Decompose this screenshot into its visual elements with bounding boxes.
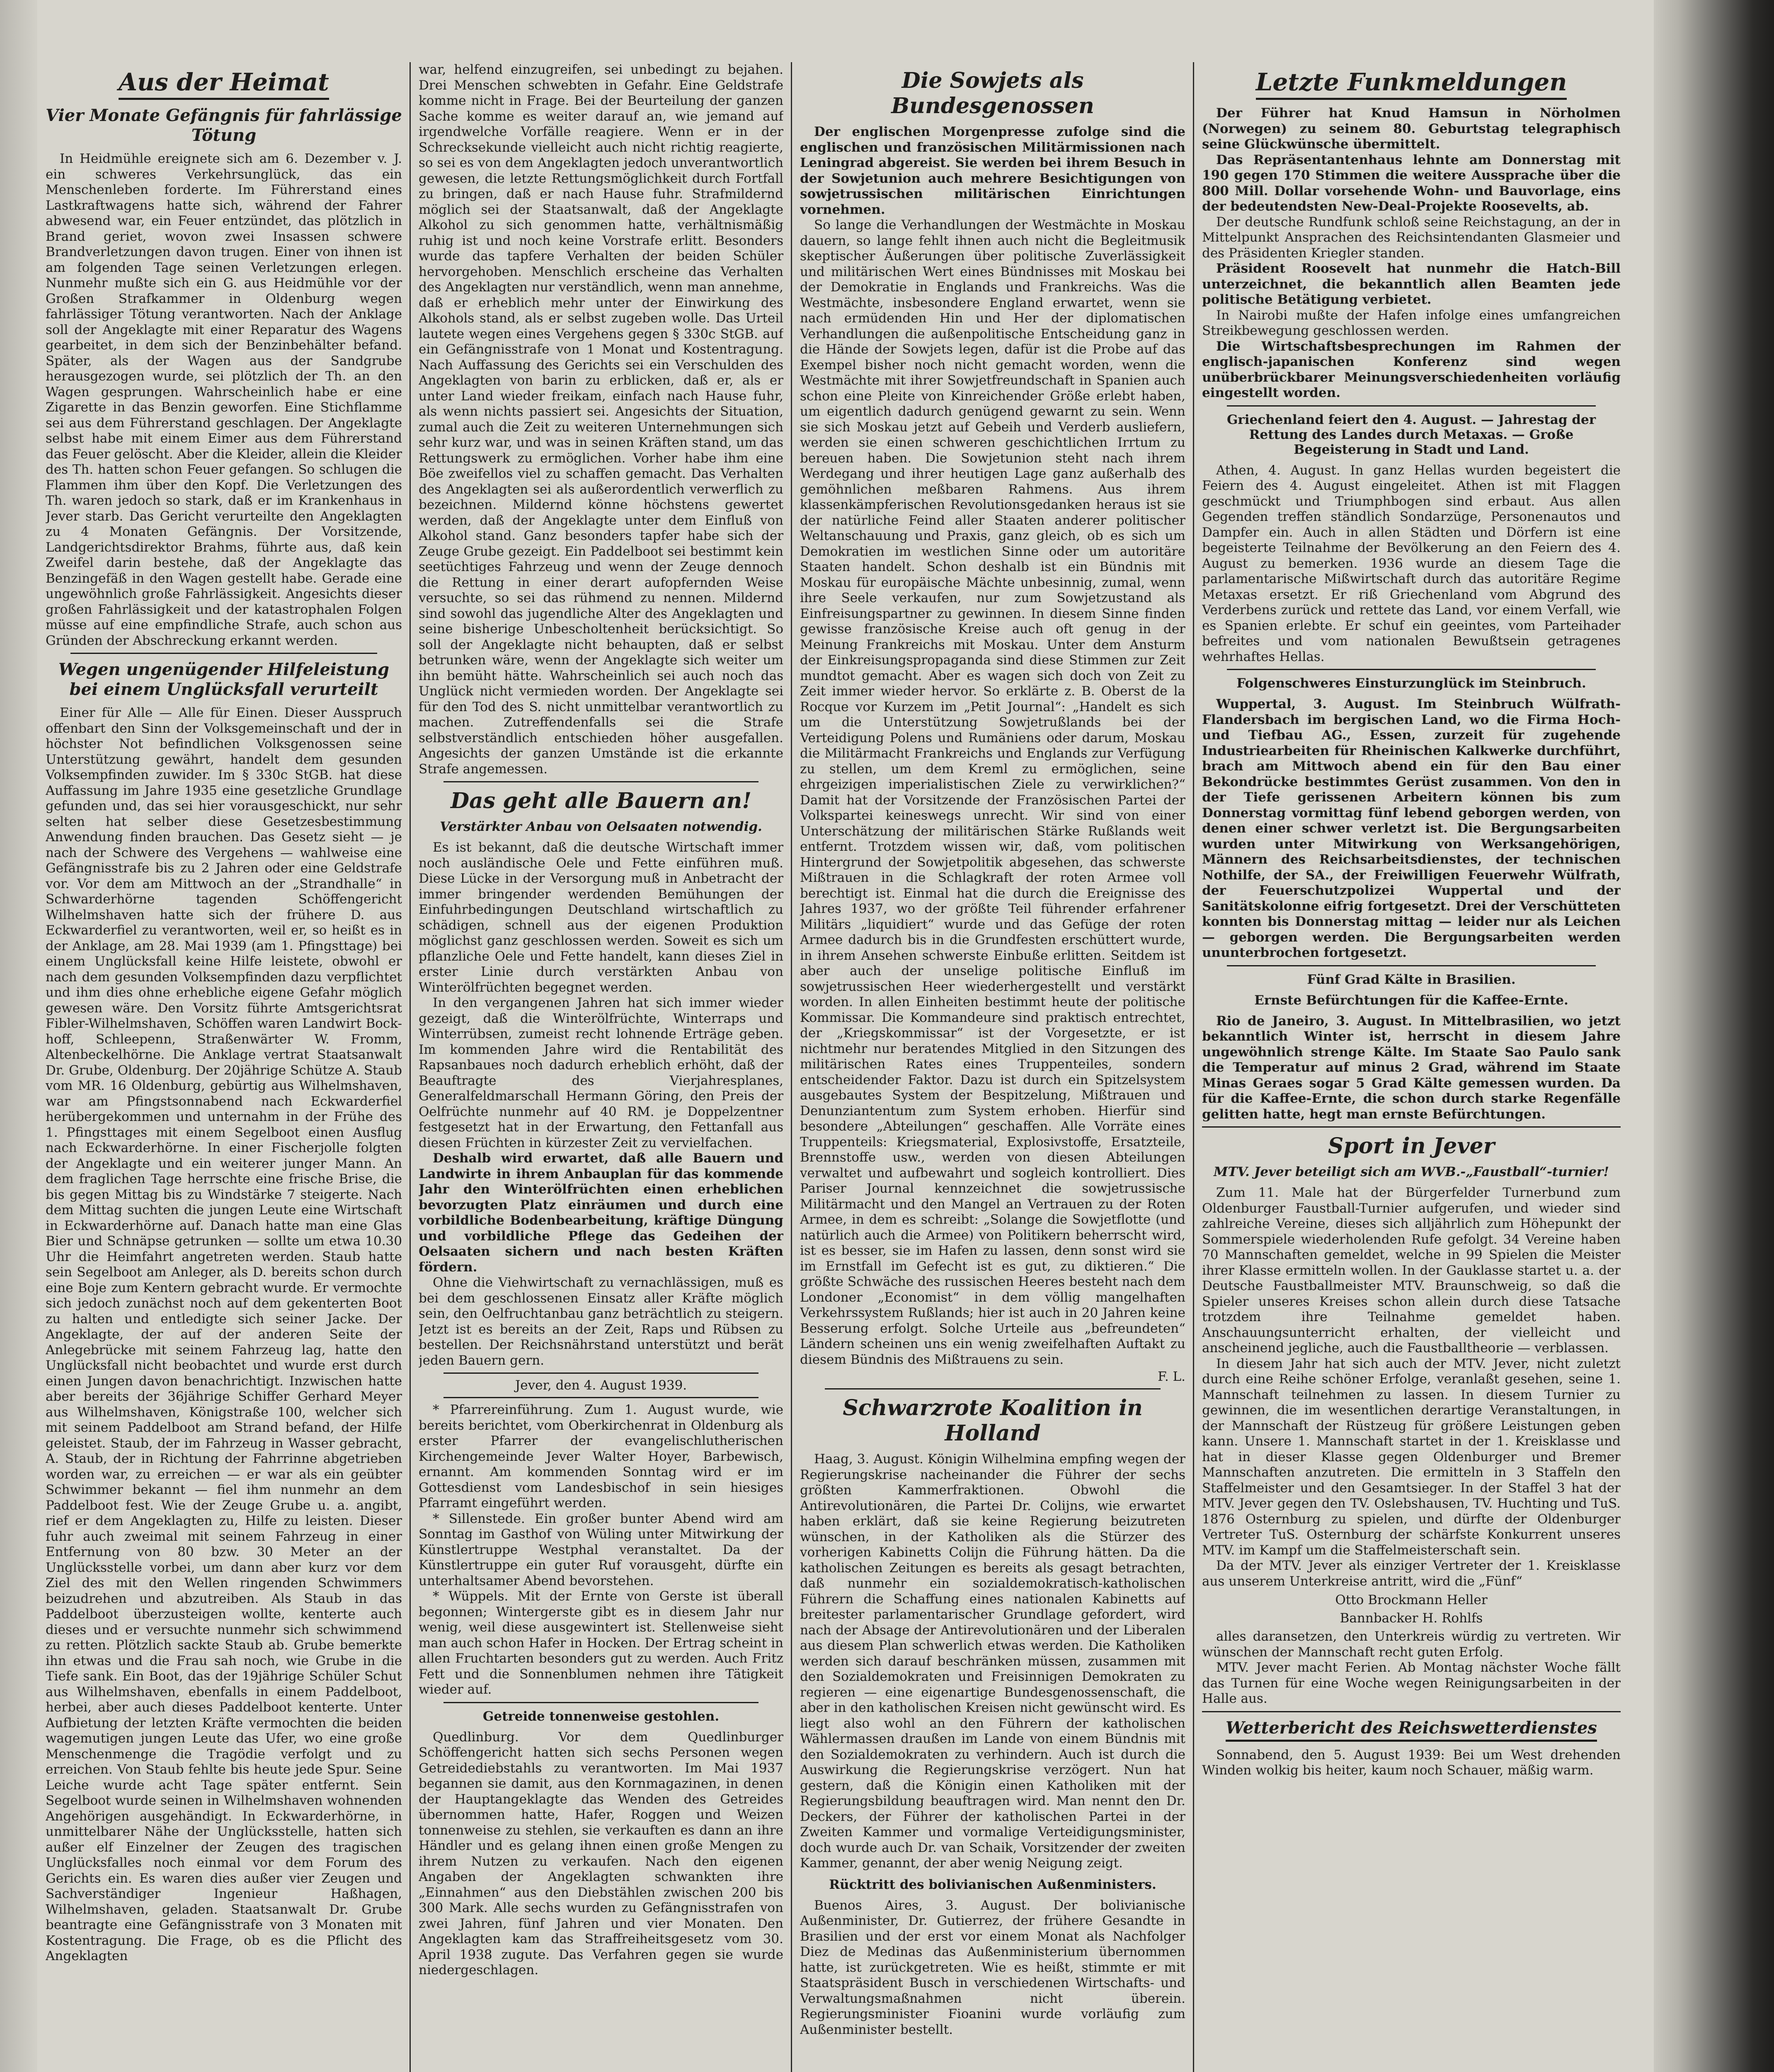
article-body: Da der MTV. Jever als einziger Vertreter der 1. Kreisklasse aus unserem Unterkreise antritt, wird die „Fünf“	[1202, 1558, 1621, 1589]
article-body: Deshalb wird erwartet, daß alle Bauern und Landwirte in ihrem Anbauplan für das kommende Jahr den Winterölfrüchten einen erheblichen bevorzugten Platz einräumen und durch eine vorbildliche Bodenbearbeitung, kräftige Düngung und vorbildliche Pflege das Gedeihen der Oelsaaten sichern und nach besten Kräften fördern.	[419, 1151, 783, 1275]
article-headline: Das geht alle Bauern an!	[450, 788, 752, 813]
article-headline: Griechenland feiert den 4. August. — Jahrestag der Rettung des Landes durch Metaxas. — Große Begeisterung in Stadt und Land.	[1226, 412, 1596, 457]
article-body: Einer für Alle — Alle für Einen. Dieser Ausspruch offenbart den Sinn der Volksgemeinschaft und der in höchster Not befindlichen Volksgenossen seine Unterstützung gewährt, handelt dem gesunden Volksempfinden zuwider. Im § 330c StGB. hat diese Auffassung im Jahre 1935 eine gesetzliche Grundlage gefunden und, das sei hier vorausgeschickt, nur sehr selten hat selber diese Gesetzesbestimmung Anwendung finden brauchen. Das Gesetz sieht — je nach der Schwere des Vergehens — wahlweise eine Gefängnisstrafe bis zu 2 Jahren oder eine Geldstrafe vor. Vor dem am Mittwoch an der „Strandhalle“ in Schwarderhörne tagenden Schöffengericht Wilhelmshaven hatte sich der frühere D. aus Eckwarderfiel zu verantworten, weil er, so heißt es in der Anklage, am 28. Mai 1939 (am 1. Pfingsttage) bei einem Unglücksfall keine Hilfe leistete, obwohl er nach dem gesunden Volksempfinden dazu verpflichtet und ihm dies ohne erhebliche eigene Gefahr möglich gewesen wäre. Den Vorsitz führte Amtsgerichtsrat Fibler-Wilhelmshaven, Schöffen waren Landwirt Bock-hoff, Schleepenn, Straßenwärter W. Fromm, Altenbeckelhörne. Die Anklage vertrat Staatsanwalt Dr. Grube, Oldenburg. Der 20jährige Schütze A. Staub vom MR. 16 Oldenburg, gebürtig aus Wilhelmshaven, war am Pfingstsonnabend nach Eckwarderfiel herübergekommen und unternahm in der Frühe des 1. Pfingsttages mit einem Segelboot einen Ausflug nach Eckwarderhörne. In einer Fischerjolle folgten der Angeklagte und ein weiterer junger Mann. An dem fraglichen Tage herrschte eine frische Brise, die bis gegen Mittag bis zu Windstärke 7 steigerte. Nach dem Mittag suchten die jungen Leute eine Wirtschaft in Eckwarderhörne auf. Danach hatte man eine Glas Bier und Schnäpse getrunken — sollte um etwa 10.30 Uhr die Heimfahrt angetreten werden. Staub hatte sein Segelboot am Anleger, als D. bereits schon durch eine Boje zum Kentern gebracht wurde. Er vermochte sich jedoch zunächst noch auf dem gekenterten Boot zu halten und entledigte sich seiner Jacke. Der Angeklagte, der auf der anderen Seite der Anlegebrücke mit seinem Fahrzeug lag, hatte den Unglücksfall nicht beobachtet und wurde erst durch einen Jungen davon benachrichtigt. Inzwischen hatte aber bereits der 36jährige Schiffer Gerhard Meyer aus Wilhelmshaven, Königstraße 100, welcher sich mit seinem Paddelboot am Strand befand, der Hilfe geleistet. Staub, der im Fahrzeug in Wasser gebracht, A. Staub, der in Richtung der Fahrrinne abgetrieben worden war, zu erreichen — er war als ein geübter Schwimmer bekannt — fiel ihm nunmehr an dem Paddelboot fest. Wie der Zeuge Grube u. a. angibt, rief er dem Angeklagten zu, Hilfe zu leisten. Dieser fuhr auch zweimal mit seinem Fahrzeug in einer Entfernung von 80 bzw. 30 Meter an der Unglücksstelle vorbei, um dann aber kurz vor dem Ziel des mit den Wellen ringenden Schwimmers beizudrehen und abzutreiben. Als Staub in das Paddelboot überzusteigen wollte, kenterte auch dieses und er versuchte nunmehr sich schwimmend zu retten. Plötzlich sackte Staub ab. Grube bemerkte ihn etwas und die Frau sah noch, wie Grube in die Tiefe sank. Ein Boot, das der 19jährige Schüler Schut aus Wilhelmshaven, ebenfalls in einem Paddelboot, herbei, aber auch dieses Paddelboot kenterte. Unter Aufbietung der letzten Kräfte vermochten die beiden wagemutigen jungen Leute das Ufer, wo eine große Menschenmenge die Tragödie verfolgt und zu erreichen. Von Staub fehlte bis heute jede Spur. Seine Leiche wurde acht Tage später entfernt. Sein Segelboot wurde seinen in Wilhelmshaven wohnenden Angehörigen ausgehändigt. In Eckwarderhörne, in unmittelbarer Nähe der Unglücksstelle, hatten sich außer elf Einzelner der Zeugen des tragischen Unglücksfalles noch einmal vor dem Forum des Gerichts ein. Es waren dies außer vier Zeugen und Sachverständiger Ingenieur Haßhagen, Wilhelmshaven, geladen. Staatsanwalt Dr. Grube beantragte eine Gefängnisstrafe von 3 Monaten mit Kostentragung. Die Frage, ob es die Pflicht des Angeklagten	[46, 705, 402, 1963]
article-headline: Fünf Grad Kälte in Brasilien.	[1307, 972, 1516, 987]
column-rule	[791, 62, 792, 2072]
article-body: Rio de Janeiro, 3. August. In Mittelbrasilien, wo jetzt bekanntlich Winter ist, herrscht in diesem Jahre ungewöhnlich strenge Kälte. Im Staate Sao Paulo sank die Temperatur auf minus 2 Grad, während im Staate Minas Geraes sogar 5 Grad Kälte gemessen wurden. Da für die Kaffee-Ernte, die schon durch starke Regenfälle gelitten hatte, hegt man ernste Befürchtungen.	[1202, 1013, 1621, 1122]
divider	[70, 653, 377, 654]
article-headline: Folgenschweres Einsturzunglück im Steinbruch.	[1236, 676, 1586, 691]
divider	[444, 1397, 759, 1398]
divider	[1227, 965, 1596, 966]
article-headline: Getreide tonnenweise gestohlen.	[482, 1709, 720, 1724]
radio-news-item: Das Repräsentantenhaus lehnte am Donnerstag mit 190 gegen 170 Stimmen die weitere Aussprache über die 800 Mill. Dollar vorsehende Wohn- und Bauvorlage, eins der bedeutendsten New-Deal-Projekte Roosevelts, ab.	[1202, 152, 1621, 214]
column-2	[419, 62, 783, 2072]
divider	[1202, 1126, 1621, 1128]
article-body: Athen, 4. August. In ganz Hellas wurden begeistert die Feiern des 4. August eingeleitet. Athen ist mit Flaggen geschmückt und Triumphbogen sind erbaut. Aus allen Gegenden treffen ständlich Sondarzüge, Personenautos und Dampfer ein. Auch in allen Städten und Dörfern ist eine begeisterte Teilnahme der Bevölkerung an den Feiern des 4. August zu bemerken. 1936 wurde an diesem Tage die parlamentarische Mißwirtschaft durch das autoritäre Regime Metaxas ersetzt. Er riß Griechenland vom Abgrund des Verderbens zurück und rettete das Land, vor einem Verfall, wie es Spanien erlebte. Er schuf ein geeintes, vom Parteihader befreites und vom nationalen Bewußtsein getragenes wehrhaftes Hellas.	[1202, 462, 1621, 664]
article-headline: Wegen ungenügender Hilfeleistung bei einem Unglücksfall verurteilt	[58, 660, 389, 699]
article-body: alles daransetzen, den Unterkreis würdig zu vertreten. Wir wünschen der Mannschaft recht guten Erfolg.	[1202, 1629, 1621, 1660]
article-subheadline: Ernste Befürchtungen für die Kaffee-Ernte.	[1254, 992, 1568, 1008]
local-news-item: * Wüppels. Mit der Ernte von Gerste ist überall begonnen; Wintergerste gibt es in diesem Jahr nur wenig, weil diese ausgewintert ist. Stellenweise sieht man auch schon Hafer in Hocken. Der Ertrag scheint in allen Fruchtarten besonders gut zu werden. Auch Fritz Fett und die Sonnenblumen nehmen ihre Tätigkeit wieder auf.	[419, 1589, 783, 1697]
article-body: So lange die Verhandlungen der Westmächte in Moskau dauern, so lange fehlt ihnen auch nicht die Begleitmusik skeptischer Äußerungen über politische Zuverlässigkeit und militärischen Wert eines Bündnisses mit Moskau bei der Demokratie in Englands und Frankreichs. Was die Westmächte, insbesondere England erwartet, wenn sie nach ermüdenden Hin und Her der diplomatischen Verhandlungen die außenpolitische Entscheidung ganz in die Hände der Sowjets legen, dafür ist die Probe auf das Exempel bisher noch nicht gemacht worden, wenn die Westmächte mit ihrer Sowjetfreundschaft in Spanien auch schon eine Pleite von Kinreichender Größe erlebt haben, um eigentlich dadurch genügend gewarnt zu sein. Wenn sie sich Moskau jetzt auf Gebeih und Verderb ausliefern, werden sie einen schweren geschichtlichen Irrtum zu bereuen haben. Die Sowjetunion steht nach ihrem Werdegang und ihrer heutigen Lage ganz außerhalb des gemöhnlichen meßbaren Rahmens. Aus ihrem klassenkämpferischen Revolutionsgedanken heraus ist sie der natürliche Feind aller Staaten anderer politischer Weltanschauung und Praxis, ganz gleich, ob es sich um Demokratien im westlichen Sinne oder um autoritäre Staaten handelt. Schon deshalb ist ein Bündnis mit Moskau für europäische Mächte unbesinnig, zumal, wenn ihre Seele verkaufen, nur zum Sowjetzustand als Einfreisungspartner zu gewinnen. In diesem Sinne finden gewisse französische Kreise auch oft genug in der Meinung Frankreichs mit Moskau. Unter dem Ansturm der Einkreisungspropaganda sind diese Stimmen zur Zeit mundtot gemacht. Aber es wagen sich doch von Zeit zu Zeit immer wieder hervor. So erklärte z. B. Oberst de la Rocque vor Kurzem im „Petit Journal“: „Handelt es sich um die Unterstützung Sowjetrußlands bei der Verteidigung Polens und Rumäniens oder darum, Moskau die Militärmacht Frankreichs und Englands zur Verfügung zu stellen, um dem Kreml zu ermöglichen, seine ehrgeizigen imperialistischen Ziele zu verwirklichen?“ Damit hat der Vorsitzende der Französischen Partei der Volkspartei keineswegs unrecht. Wir sind von einer Unterschätzung der militärischen Stärke Rußlands weit entfernt. Trotzdem wissen wir, daß, vom politischen Hintergrund der Sowjetpolitik abgesehen, das schwerste Mißtrauen in die Schlagkraft der roten Armee voll berechtigt ist. Einmal hat die durch die Ereignisse des Jahres 1937, wo der größte Teil führender erfahrener Militärs „liquidiert“ wurde und das Gefüge der roten Armee dadurch bis in die Grundfesten erschüttert wurde, in ihrem Ansehen schwerste Einbuße erlitten. Seitdem ist aber auch der unselige politische Einfluß im sowjetrussischen Heer wiederhergestellt und verstärkt worden. In allen Einheiten bestimmt heute der politische Kommissar. Die Kommandeure sind praktisch entrechtet, der „Kriegskommissar“ ist der Vorgesetzte, er ist nichtmehr nur beratendes Mitglied in den Sitzungen des militärischen Rates eines Truppenteiles, sondern entscheidender Faktor. Dazu ist durch ein Spitzelsystem ausgebautes System der Bespitzelung, Mißtrauen und Denunziantentum zum System erhoben. Hierfür sind besondere „Abteilungen“ geschaffen. Alle Vorräte eines Truppenteils: Kriegsmaterial, Explosivstoffe, Ersatzteile, Brennstoffe usw., werden von diesen Abteilungen verwaltet und aufbewahrt und sogleich kontrolliert. Dies Pariser Journal kennzeichnet die sowjetrussische Militärmacht und den Mangel an Vertrauen zu der Roten Armee, in dem es schreibt: „Solange die Sowjetflotte (und natürlich auch die Armee) von Politikern beherrscht wird, ist es besser, sie im Hafen zu lassen, denn sonst wird sie im Ernstfall im Gefecht ist es gut, zu diktieren.“ Die größte Schwäche des russischen Heeres besteht nach dem Londoner „Economist“ in dem völlig mangelhaften Verkehrssystem Rußlands; hier ist auch in 20 Jahren keine Besserung erfolgt. Solche Urteile aus „befreundeten“ Ländern scheinen uns ein wenig zweifelhaften Auftakt zu diesem Bündnis des Mißtrauens zu sein.	[800, 218, 1185, 1367]
player-list: Bannbacker H. Rohlfs	[1340, 1611, 1483, 1626]
article-continuation: war, helfend einzugreifen, sei unbedingt zu bejahen. Drei Menschen schwebten in Gefahr. Eine Geldstrafe komme nicht in Frage. Bei der Beurteilung der ganzen Sache komme es weiter darauf an, wie jemand auf irgendwelche Vorfälle reagiere. Wenn er in der Schrecksekunde vielleicht auch nicht richtig reagierte, so sei es von dem Angeklagten jedoch unverantwortlich gewesen, die letzte Rettungsmöglichkeit durch Fortfall zu bringen, daß er nach Hause fuhr. Strafmildernd möglich sei der Staatsanwalt, daß der Angeklagte Alkohol zu sich genommen hatte, verhältnismäßig ruhig ist und noch keine Vorstrafe erlitt. Besonders wurde das tapfere Verhalten der beiden Schüler hervorgehoben. Menschlich erscheine das Verhalten des Angeklagten nur verständlich, wenn man annehme, daß er erheblich mehr unter der Einwirkung des Alkohols stand, als er selbst zugeben wolle. Das Urteil lautete wegen eines Vergehens gegen § 330c StGB. auf ein Gefängnisstrafe von 1 Monat und Kostentragung. Nach Auffassung des Gerichts sei ein Verschulden des Angeklagten von barin zu erblicken, daß er, als er unter Land wieder freikam, einfach nach Hause fuhr, als wenn nichts passiert sei. Angesichts der Situation, zumal auch die Zeit zu weiteren Unternehmungen sich sehr kurz war, und was in seinen Kräften stand, um das Rettungswerk zu ermöglichen. Vorher habe ihm eine Böe zweifellos viel zu schaffen gemacht. Das Verhalten des Angeklagten sei als außerordentlich verwerflich zu bezeichnen. Mildernd könne höchstens gewertet werden, daß der Angeklagte unter dem Einfluß von Alkohol stand. Ganz besonders tapfer habe sich der Zeuge Grube gezeigt. Ein Paddelboot sei bestimmt kein seetüchtiges Fahrzeug und wenn der Zeuge dennoch die Rettung in einer derart aufopfernden Weise versuchte, so sei das rühmend zu nennen. Mildernd sind sowohl das jugendliche Alter des Angeklagten und seine bisherige Unbescholtenheit berücksichtigt. So soll der Angeklagte nicht behaupten, daß er selbst betrunken wäre, wenn der Angeklagte sich weiter um ihn bemüht hätte. Wahrscheinlich sei auch noch das Unglück nicht vermieden worden. Der Angeklagte sei für den Tod des S. nicht unmittelbar verantwortlich zu machen. Zutreffendenfalls sei die Strafe selbstverständlich entschieden höher ausgefallen. Angesichts der ganzen Umstände ist die erkannte Strafe angemessen.	[419, 62, 783, 777]
article-body: Es ist bekannt, daß die deutsche Wirtschaft immer noch ausländische Oele und Fette einführen muß. Diese Lücke in der Versorgung muß in Anbetracht der immer bringender werdenden Bemühungen der Einfuhrbedingungen Deutschland wirtschaftlich zu schädigen, schnell aus der eigenen Produktion möglichst ganz geschlossen werden. Soweit es sich um pflanzliche Oele und Fette handelt, kann dieses Ziel in erster Linie durch verstärkten Anbau von Winterölfrüchten begegnet werden.	[419, 840, 783, 995]
article-headline: Sport in Jever	[1328, 1133, 1495, 1159]
divider	[1227, 669, 1596, 670]
divider	[1227, 405, 1596, 407]
section-title: Letzte Funkmeldungen	[1202, 68, 1621, 100]
byline: F. L.	[1158, 1369, 1185, 1384]
article-body: Haag, 3. August. Königin Wilhelmina empfing wegen der Regierungskrise nacheinander die Führer der sechs größten Kammerfraktionen. Obwohl die Antirevolutionären, die Partei Dr. Colijns, wie erwartet haben erklärt, daß sie keine Regierung beizutreten wünschen, in der Katholiken als die Stürzer des vorherigen Kabinetts Colijn die Führung hätten. Da die katholischen Zeitungen es bereits als gesagt betrachten, daß nunmehr ein sozialdemokratisch-katholischen Führern die Schaffung eines nationalen Kabinetts auf breitester parlamentarischer Grundlage gefordert, wird nach der Absage der Antirevolutionären und der Liberalen aus diesem Plan schwerlich etwas werden. Die Katholiken werden sich darauf beschränken müssen, zusammen mit den Sozialdemokraten und Freisinnigen Demokraten zu regieren — eine eigenartige Bundesgenossenschaft, die aber in den katholischen Kreisen nicht gewünscht wird. Es liegt also wohl an den Führern der katholischen Wählermassen draußen im Lande von einem Bündnis mit den Sozialdemokraten zu verhindern. Auch ist durch die Auswirkung die Regierungskrise verzögert. Nun hat gestern, daß die Königin einen Katholiken mit der Regierungsbildung beauftragen wird. Man nennt den Dr. Deckers, der Führer der katholischen Partei in der Zweiten Kammer und vormalige Verteidigungsminister, doch wurde auch Dr. van Schaik, Vorsitzender der zweiten Kammer, genannt, der aber wenig Neigung zeigt.	[800, 1452, 1185, 1871]
article-lead: Der englischen Morgenpresse zufolge sind die englischen und französischen Militärmissionen nach Leningrad abgereist. Sie werden bei ihrem Besuch in der Sowjetunion auch mehrere Besichtigungen von sowjetrussischen militärischen Einrichtungen vornehmen.	[800, 124, 1185, 217]
divider	[1202, 1711, 1621, 1712]
article-headline: Rücktritt des bolivianischen Außenministers.	[829, 1877, 1156, 1892]
article-headline: Vier Monate Gefängnis für fahrlässige Tötung	[46, 106, 402, 145]
column-4	[1202, 62, 1621, 2072]
divider	[444, 1702, 759, 1703]
dateline: Jever, den 4. August 1939.	[515, 1378, 687, 1393]
column-rule	[1193, 62, 1194, 2072]
local-news-item: * Sillenstede. Ein großer bunter Abend wird am Sonntag im Gasthof von Wüling unter Mitwirkung der Künstlertruppe Westphal veranstaltet. Da der Künstlertruppe ein guter Ruf vorausgeht, dürfte ein unterhaltsamer Abend bevorstehen.	[419, 1511, 783, 1588]
column-3	[800, 62, 1185, 2072]
article-body: Zum 11. Male hat der Bürgerfelder Turnerbund zum Oldenburger Faustball-Turnier aufgerufen, und wieder sind zahlreiche Vereine, dieses sich alljährlich zum Höhepunkt der Sommerspiele wiederholenden Rufe gefolgt. 34 Vereine haben 70 Mannschaften gemeldet, welche in 99 Spielen die Meister ihrer Klasse ermitteln wollen. In der Gauklasse startet u. a. der Deutsche Faustballmeister MTV. Braunschweig, so daß die Spieler unseres Kreises schon allein durch diese Tatsache trotzdem ihre Teilnahme gemeldet haben. Anschauungsunterricht erhalten, der vielleicht und anscheinend jegliche, auch die Faustballtheorie — verblassen.	[1202, 1185, 1621, 1356]
article-body: Buenos Aires, 3. August. Der bolivianische Außenminister, Dr. Gutierrez, der frühere Gesandte in Brasilien und der erst vor einem Monat als Nachfolger Diez de Medinas das Außenministerium übernommen hatte, ist zurückgetreten. Wie es heißt, stimmte er mit Staatspräsident Busch in verschiedenen Wirtschafts- und Verwaltungsmaßnahmen nicht überein. Regierungsminister Fioanini wurde vorläufig zum Außenminister bestellt.	[800, 1898, 1185, 2037]
divider	[444, 1372, 759, 1374]
divider	[825, 1388, 1161, 1389]
article-body: Sonnabend, den 5. August 1939: Bei um West drehenden Winden wolkig bis heiter, kaum noch Schauer, mäßig warm.	[1202, 1747, 1621, 1778]
article-headline: Schwarzrote Koalition in Holland	[843, 1395, 1143, 1446]
article-headline: Die Sowjets als Bundesgenossen	[891, 68, 1094, 119]
player-list: Otto Brockmann Heller	[1335, 1593, 1488, 1607]
section-title: Aus der Heimat	[46, 68, 402, 100]
radio-news-item: Die Wirtschaftsbesprechungen im Rahmen der englisch-japanischen Konferenz sind wegen unüberbrückbarer Meinungsverschiedenheiten vorläufig eingestellt worden.	[1202, 339, 1621, 400]
article-headline: Wetterbericht des Reichswetterdienstes	[1202, 1718, 1621, 1742]
radio-news-item: Der deutsche Rundfunk schloß seine Reichstagung, an der in Mittelpunkt Ansprachen des Reichsintendanten Glasmeier und des Präsidenten Kriegler standen.	[1202, 214, 1621, 261]
article-body: Quedlinburg. Vor dem Quedlinburger Schöffengericht hatten sich sechs Personen wegen Getreidediebstahls zu verantworten. Im Mai 1937 begannen sie damit, aus den Kornmagazinen, in denen der Hauptangeklagte das Wenden des Getreides übernommen hatte, Hafer, Roggen und Weizen tonnenweise zu stehlen, sie verkauften es dann an ihre Händler und es gelang ihnen einen große Mengen zu ihrem Nutzen zu verkaufen. Nach den eigenen Angaben der Angeklagten schwankten ihre „Einnahmen“ aus den Diebstählen zwischen 200 bis 300 Mark. Alle sechs wurden zu Gefängnisstrafen von zwei Jahren, fünf Jahren und vier Monaten. Den Angeklagten kam das Straffreiheitsgesetz vom 30. April 1938 zugute. Das Verfahren gegen sie wurde niedergeschlagen.	[419, 1729, 783, 1978]
article-body: In Heidmühle ereignete sich am 6. Dezember v. J. ein schweres Verkehrsunglück, das ein Menschenleben forderte. Im Führerstand eines Lastkraftwagens hatte sich, während der Fahrer abwesend war, ein Feuer entzündet, das plötzlich in Brand geriet, wovon zwei Insassen schwere Brandverletzungen davon trugen. Einer von ihnen ist am folgenden Tage seinen Verletzungen erlegen. Nunmehr mußte sich ein G. aus Heidmühle vor der Großen Strafkammer in Oldenburg wegen fahrlässiger Tötung verantworten. Nach der Anklage soll der Angeklagte mit einer Reparatur des Wagens gearbeitet, in dem sich der Benzinbehälter befand. Später, als der Wagen aus der Sandgrube herausgezogen wurde, sei plötzlich der Th. an den Wagen gesprungen. Wahrscheinlich habe er eine Zigarette in das Benzin geworfen. Eine Stichflamme sei aus dem Führerstand geschlagen. Der Angeklagte selbst habe mit einem Eimer aus dem Führerstand das Feuer gelöscht. Aber die Kleider, allein die Kleider des Th. hatten schon Feuer gefangen. So schlugen die Flammen ihm über den Kopf. Die Verletzungen des Th. waren jedoch so stark, daß er im Krankenhaus in Jever starb. Das Gericht verurteilte den Angeklagten zu 4 Monaten Gefängnis. Der Vorsitzende, Landgerichtsdirektor Brahms, führte aus, daß kein Zweifel darin bestehe, daß der Angeklagte das Benzingefäß in den Wagen gestellt habe. Gerade eine ungewöhnlich große Fahrlässigkeit. Angesichts dieser großen Fahrlässigkeit und der katastrophalen Folgen müsse auf eine empfindliche Strafe, auch schon aus Gründen der Abschreckung erkannt werden.	[46, 151, 402, 648]
divider	[444, 781, 759, 782]
article-body: Ohne die Viehwirtschaft zu vernachlässigen, muß es bei dem geschlossenen Einsatz aller Kräfte möglich sein, den Oelfruchtanbau ganz beträchtlich zu steigern. Jetzt ist es bereits an der Zeit, Raps und Rübsen zu bestellen. Der Reichsnährstand unterstützt und berät jeden Bauern gern.	[419, 1275, 783, 1368]
radio-news-item: Der Führer hat Knud Hamsun in Nörholmen (Norwegen) zu seinem 80. Geburtstag telegraphisch seine Glückwünsche übermittelt.	[1202, 106, 1621, 152]
article-subheadline: MTV. Jever beteiligt sich am WVB.-„Faustball“-turnier!	[1214, 1164, 1609, 1179]
column-1	[46, 62, 402, 2072]
column-rule	[410, 62, 411, 2072]
local-news-item: * Pfarrereinführung. Zum 1. August wurde, wie bereits berichtet, vom Oberkirchenrat in Oldenburg als erster Pfarrer der evangelischlutherischen Kirchengemeinde Jever Walter Hoyer, Barbewisch, ernannt. Am kommenden Sonntag wird er im Gottesdienst vom Landesbischof in sein hiesiges Pfarramt eingeführt werden.	[419, 1402, 783, 1510]
radio-news-item: In Nairobi mußte der Hafen infolge eines umfangreichen Streikbewegung geschlossen werden.	[1202, 307, 1621, 338]
book-binding	[1654, 0, 1774, 2072]
radio-news-item: Präsident Roosevelt hat nunmehr die Hatch-Bill unterzeichnet, die bekanntlich allen Beamten jede politische Betätigung verbietet.	[1202, 261, 1621, 307]
article-subheadline: Verstärkter Anbau von Oelsaaten notwendig.	[440, 819, 762, 834]
article-body: MTV. Jever macht Ferien. Ab Montag nächster Woche fällt das Turnen für eine Woche wegen Reinigungsarbeiten in der Halle aus.	[1202, 1660, 1621, 1706]
article-body: In den vergangenen Jahren hat sich immer wieder gezeigt, daß die Winterölfrüchte, Winterraps und Winterrübsen, zumeist recht lohnende Erträge geben. Im kommenden Jahre wird die Rentabilität des Rapsanbaues noch dadurch erheblich erhöht, daß der Beauftragte des Vierjahresplanes, Generalfeldmarschall Hermann Göring, den Preis der Oelfrüchte nunmehr auf 40 RM. je Doppelzentner festgesetzt hat in der Erwartung, den Fettanfall aus diesen Früchten in kürzester Zeit zu vervielfachen.	[419, 995, 783, 1150]
article-body: Wuppertal, 3. August. Im Steinbruch Wülfrath-Flandersbach im bergischen Land, wo die Firma Hoch- und Tiefbau AG., Essen, zurzeit für zugehende Industriearbeiten für Rheinischen Kalkwerke durchführt, brach am Mittwoch abend ein für den Bau einer Bekondrücke bestimmtes Gerüst zusammen. Von den in der Tiefe gerissenen Arbeitern können bis zum Donnerstag vormittag fünf lebend geborgen werden, von denen einer schwer verletzt ist. Die Bergungsarbeiten wurden unter Mitwirkung von Werksangehörigen, Männern des Reichsarbeitsdienstes, der technischen Nothilfe, der SA., der Freiwilligen Feuerwehr Wülfrath, der Feuerschutzpolizei Wuppertal und der Sanitätskolonne eifrig fortgesetzt. Drei der Verschütteten konnten bis Donnerstag mittag — leider nur als Leichen — geborgen werden. Die Bergungsarbeiten werden ununterbrochen fortgesetzt.	[1202, 697, 1621, 960]
previous-page-edge	[0, 0, 37, 2072]
article-body: In diesem Jahr hat sich auch der MTV. Jever, nicht zuletzt durch eine Reihe schöner Erfolge, veranlaßt gesehen, seine 1. Mannschaft teilnehmen zu lassen. In diesem Turnier zu gewinnen, die im wesentlichen derartige Veranstaltungen, in der Mannschaft der Rüstzeug für größere Leistungen geben kann. Unsere 1. Mannschaft startet in der 1. Kreisklasse und hat in dieser Klasse gegen Oldenburger und Bremer Mannschaften anzutreten. Die ermitteln in 3 Staffeln den Staffelmeister und den Gesamtsieger. In der Staffel 3 hat der MTV. Jever gegen den TV. Oslebshausen, TV. Huchting und TuS. 1876 Osternburg zu spielen, und dürfte der Oldenburger Vertreter TuS. Osternburg der schärfste Konkurrent unseres MTV. im Kampf um die Staffelmeisterschaft sein.	[1202, 1356, 1621, 1558]
